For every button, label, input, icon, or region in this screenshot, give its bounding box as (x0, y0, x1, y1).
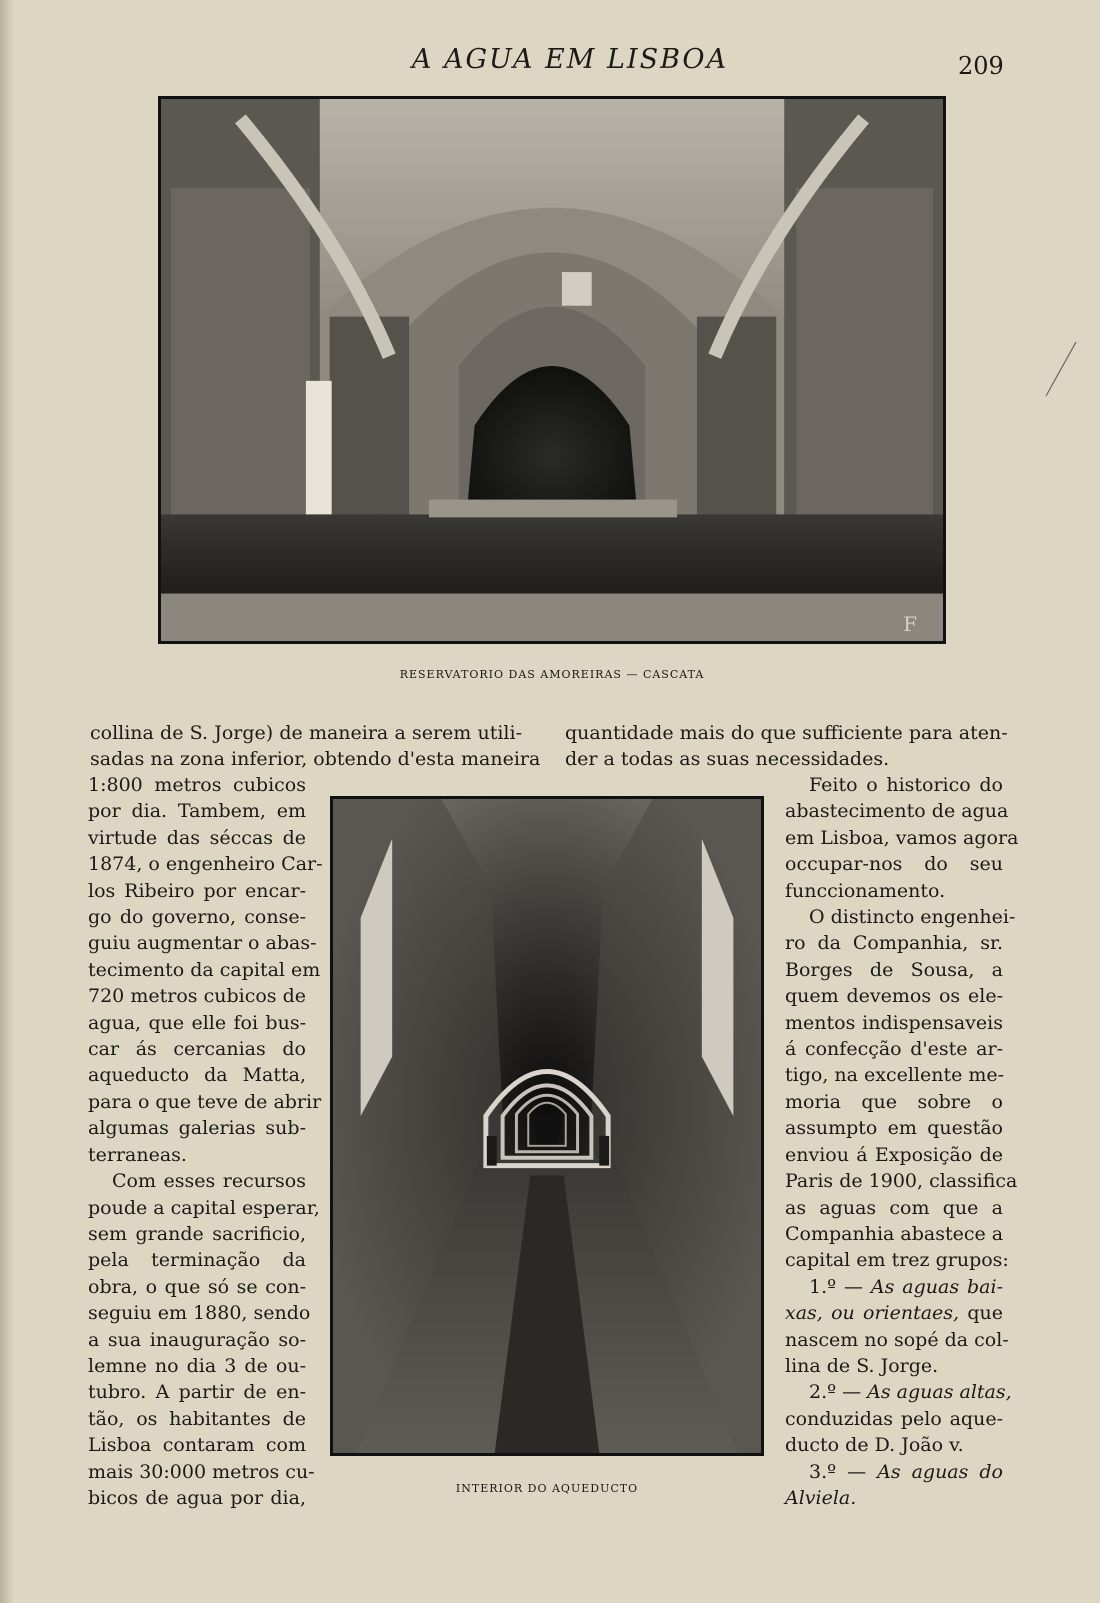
text-line: á confecção d'este ar- (785, 1038, 1003, 1061)
text-line: ro da Companhia, sr. (785, 932, 1003, 955)
text-line: enviou á Exposição de (785, 1143, 1003, 1166)
text-line: mentos indispensaveis (785, 1011, 1003, 1034)
top-right-text (565, 720, 1008, 773)
left-column-text (88, 772, 323, 1511)
top-left-text (90, 720, 541, 773)
text-line: collina de S. Jorge) de maneira a serem utili- (90, 722, 522, 744)
text-line: tubro. A partir de en- (88, 1381, 306, 1404)
text-line: Com esses recursos (112, 1170, 306, 1193)
text-line: tigo, na excellente me- (785, 1064, 1005, 1087)
text-line: para o que teve de abrir (88, 1090, 322, 1113)
group-3-line (785, 1459, 1003, 1485)
group-text: que (959, 1302, 1003, 1325)
text-line: Companhia abastece a (785, 1222, 1004, 1245)
text-line: Paris de 1900, classifica (785, 1170, 1018, 1193)
text-line: abastecimento de agua (785, 800, 1009, 823)
text-line: occupar-nos do seu (785, 853, 1003, 876)
text-line: Borges de Sousa, a (785, 958, 1003, 981)
reservoir-photo (158, 96, 946, 644)
text-line: 1:800 metros cubicos (88, 774, 306, 796)
text-line: Lisboa contaram com (88, 1434, 306, 1457)
text-line: sem grande sacrificio, (88, 1222, 306, 1245)
middle-photo-caption: INTERIOR DO AQUEDUCTO (455, 1482, 639, 1495)
text-line: algumas galerias sub- (88, 1117, 306, 1140)
page-number: 209 (958, 52, 1004, 80)
text-line: moria que sobre o (785, 1090, 1003, 1113)
text-line: quem devemos os ele- (785, 985, 1003, 1008)
aqueduct-photo-image (333, 799, 761, 1453)
text-line: assumpto em questão (785, 1117, 1003, 1140)
reservoir-photo-image (161, 99, 943, 641)
group-1-line (785, 1300, 1003, 1326)
text-line: O distincto engenhei- (809, 906, 1016, 929)
group-number: 2.º — (809, 1381, 862, 1404)
group-3-line (785, 1485, 1003, 1511)
text-line: em Lisboa, vamos agora (785, 826, 1019, 849)
text-line: tecimento da capital em (88, 958, 321, 981)
text-line: terraneas. (88, 1143, 187, 1166)
pencil-mark (1040, 340, 1080, 400)
aqueduct-photo (330, 796, 764, 1456)
right-column-text (785, 772, 1019, 1511)
text-line: seguiu em 1880, sendo (88, 1302, 311, 1325)
text-line: por dia. Tambem, em (88, 800, 306, 823)
text-line: conduzidas pelo aque- (785, 1407, 1003, 1430)
text-line: poude a capital esperar, (88, 1196, 320, 1219)
group-name: As aguas bai- (870, 1275, 1003, 1298)
group-number: 1.º — (809, 1275, 863, 1298)
photo-monogram: F (903, 613, 918, 637)
text-line: aqueducto da Matta, (88, 1064, 306, 1087)
text-line: car ás cercanias do (88, 1038, 306, 1061)
group-2-line (785, 1379, 1012, 1405)
text-line: pela terminação da (88, 1249, 306, 1272)
text-line: agua, que elle foi bus- (88, 1011, 306, 1034)
text-line: los Ribeiro por encar- (88, 879, 306, 902)
group-1-line (785, 1274, 1003, 1300)
text-line: 1874, o engenheiro Car- (88, 853, 323, 876)
text-line: a sua inauguração so- (88, 1328, 306, 1351)
text-line: mais 30:000 metros cu- (88, 1460, 315, 1483)
group-name: Alviela. (785, 1486, 857, 1509)
text-line: as aguas com que a (785, 1196, 1003, 1219)
text-line: guiu augmentar o abas- (88, 932, 317, 955)
text-line: 720 metros cubicos de (88, 985, 306, 1008)
running-title: A AGUA EM LISBOA (411, 44, 729, 75)
page-edge (0, 0, 14, 1603)
text-line: Feito o historico do (809, 774, 1003, 796)
text-line: sadas na zona inferior, obtendo d'esta maneira (90, 748, 541, 771)
group-number: 3.º — (809, 1460, 867, 1483)
text-line: virtude das séccas de (88, 826, 306, 849)
text-line: der a todas as suas necessidades. (565, 748, 890, 771)
group-name: As aguas altas, (867, 1381, 1012, 1404)
group-name: xas, ou orientaes, (785, 1302, 960, 1325)
text-line: go do governo, conse- (88, 906, 306, 929)
text-line: obra, o que só se con- (88, 1275, 306, 1298)
text-line: tão, os habitantes de (88, 1407, 306, 1430)
text-line: bicos de agua por dia, (88, 1486, 306, 1509)
text-line: funccionamento. (785, 879, 946, 902)
text-line: lemne no dia 3 de ou- (88, 1354, 306, 1377)
text-line: ducto de D. João v. (785, 1434, 964, 1457)
text-line: lina de S. Jorge. (785, 1354, 939, 1377)
text-line: quantidade mais do que sufficiente para aten- (565, 722, 1008, 744)
top-photo-caption: RESERVATORIO DAS AMOREIRAS — CASCATA (399, 668, 705, 681)
text-line: nascem no sopé da col- (785, 1328, 1009, 1351)
group-name: As aguas do (877, 1460, 1003, 1483)
text-line: capital em trez grupos: (785, 1249, 1009, 1272)
